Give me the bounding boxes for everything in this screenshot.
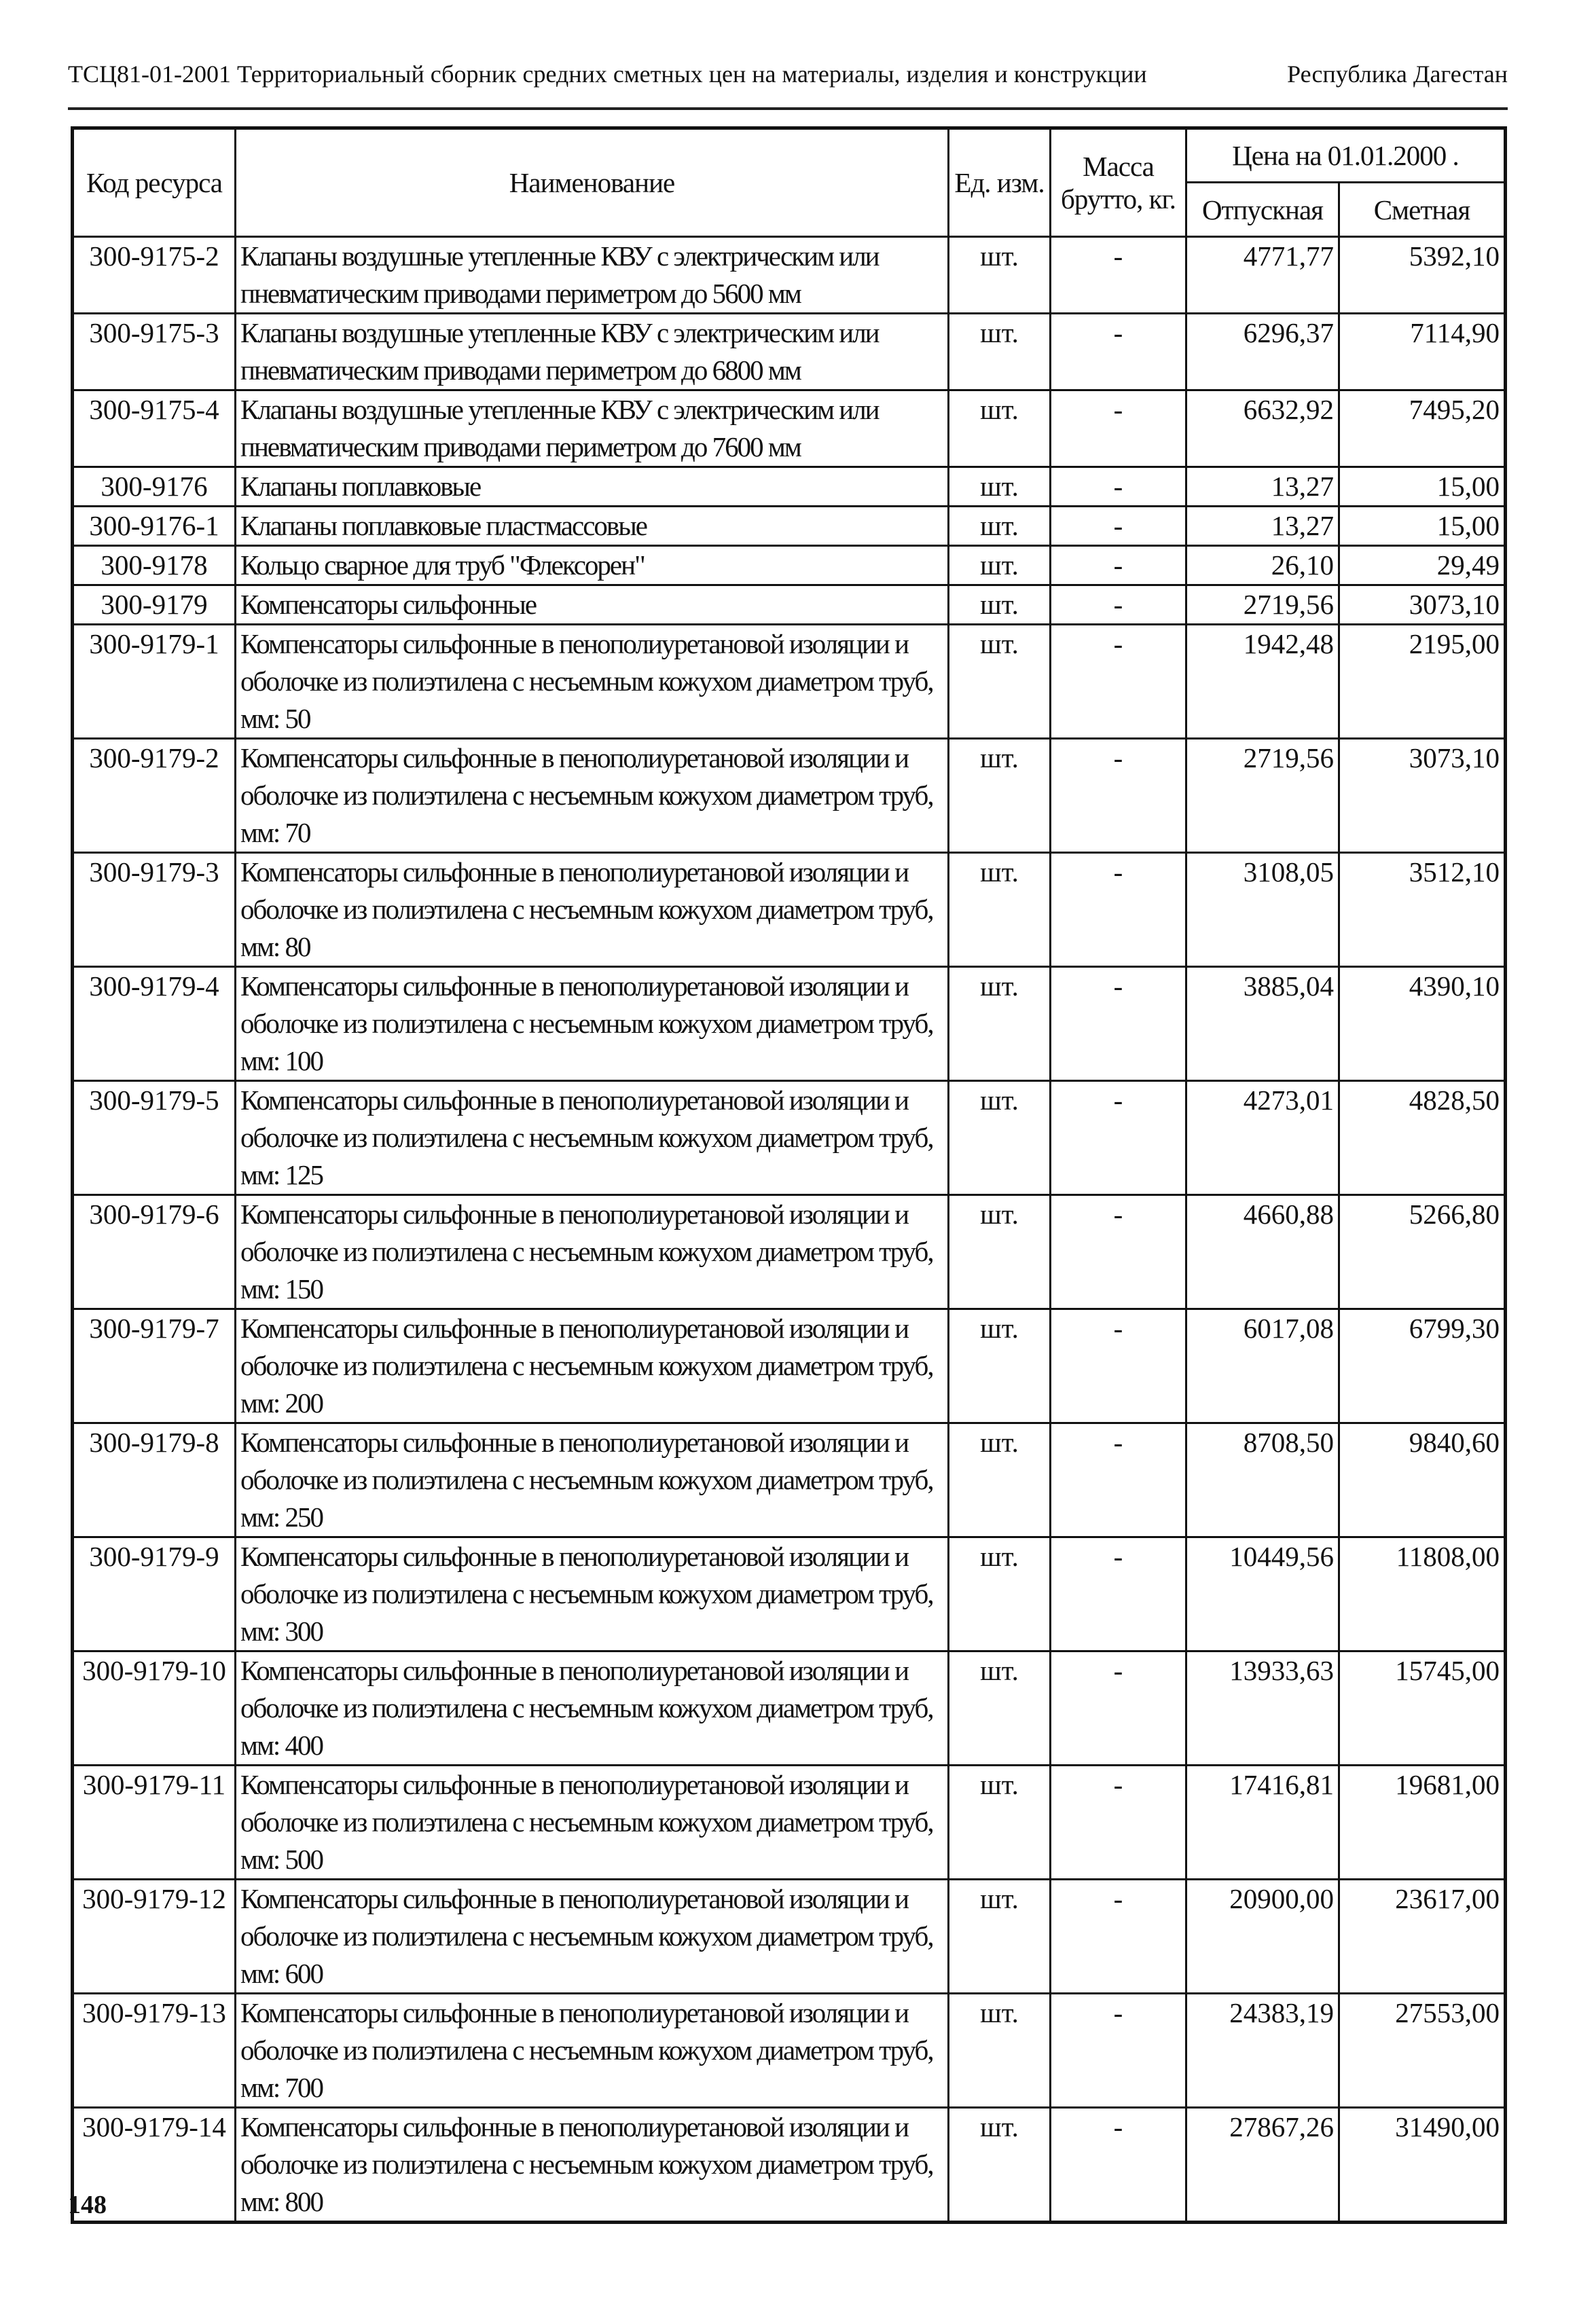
estimate-price-cell: 5266,80: [1339, 1195, 1506, 1309]
resource-code-cell: 300-9179-10: [73, 1651, 236, 1766]
resource-code-cell: 300-9176-1: [73, 507, 236, 546]
mass-cell: -: [1051, 1081, 1186, 1195]
unit-cell: шт.: [949, 507, 1051, 546]
unit-cell: шт.: [949, 1651, 1051, 1766]
mass-cell: -: [1051, 625, 1186, 739]
table-row: [73, 853, 1506, 967]
estimate-price-cell: 11808,00: [1339, 1537, 1506, 1651]
table-row: [73, 507, 1506, 546]
unit-cell: шт.: [949, 739, 1051, 853]
release-price-cell: 27867,26: [1186, 2108, 1339, 2223]
unit-cell: шт.: [949, 1537, 1051, 1651]
mass-cell: -: [1051, 546, 1186, 585]
mass-cell: -: [1051, 2108, 1186, 2223]
resource-code-cell: 300-9175-4: [73, 390, 236, 467]
mass-cell: -: [1051, 1537, 1186, 1651]
estimate-price-cell: 7114,90: [1339, 314, 1506, 390]
release-price-cell: 2719,56: [1186, 739, 1339, 853]
release-price-cell: 20900,00: [1186, 1880, 1339, 1994]
table-row: [73, 967, 1506, 1081]
mass-cell: -: [1051, 314, 1186, 390]
estimate-price-cell: 9840,60: [1339, 1423, 1506, 1537]
resource-code-cell: 300-9179-6: [73, 1195, 236, 1309]
release-price-cell: 8708,50: [1186, 1423, 1339, 1537]
mass-cell: -: [1051, 585, 1186, 625]
release-price-cell: 4273,01: [1186, 1081, 1339, 1195]
table-row: [73, 1423, 1506, 1537]
column-header-unit: Ед. изм.: [949, 128, 1051, 237]
unit-cell: шт.: [949, 546, 1051, 585]
release-price-cell: 4660,88: [1186, 1195, 1339, 1309]
mass-cell: -: [1051, 1766, 1186, 1880]
release-price-cell: 6632,92: [1186, 390, 1339, 467]
resource-code-cell: 300-9179-8: [73, 1423, 236, 1537]
unit-cell: шт.: [949, 1423, 1051, 1537]
release-price-cell: 4771,77: [1186, 237, 1339, 314]
unit-cell: шт.: [949, 314, 1051, 390]
table-row: [73, 2108, 1506, 2223]
resource-code-cell: 300-9175-2: [73, 237, 236, 314]
column-header-release-price: Отпускная: [1186, 183, 1339, 237]
unit-cell: шт.: [949, 585, 1051, 625]
region-name: Республика Дагестан: [1287, 60, 1508, 88]
unit-cell: шт.: [949, 1195, 1051, 1309]
release-price-cell: 26,10: [1186, 546, 1339, 585]
resource-code-cell: 300-9179-13: [73, 1994, 236, 2108]
resource-code-cell: 300-9178: [73, 546, 236, 585]
unit-cell: шт.: [949, 1081, 1051, 1195]
unit-cell: шт.: [949, 237, 1051, 314]
item-name-cell: Компенсаторы сильфонные в пенополиуретановой изоляции и оболочке из полиэтилена с несъемным кожухом диаметром труб, мм: 80: [236, 853, 949, 967]
resource-code-cell: 300-9179-4: [73, 967, 236, 1081]
unit-cell: шт.: [949, 967, 1051, 1081]
mass-cell: -: [1051, 390, 1186, 467]
table-row: [73, 1195, 1506, 1309]
table-row: [73, 390, 1506, 467]
release-price-cell: 1942,48: [1186, 625, 1339, 739]
resource-code-cell: 300-9179-7: [73, 1309, 236, 1423]
column-header-estimate-price: Сметная: [1339, 183, 1506, 237]
unit-cell: шт.: [949, 1994, 1051, 2108]
estimate-price-cell: 4828,50: [1339, 1081, 1506, 1195]
unit-cell: шт.: [949, 1766, 1051, 1880]
item-name-cell: Компенсаторы сильфонные в пенополиуретановой изоляции и оболочке из полиэтилена с несъемным кожухом диаметром труб, мм: 70: [236, 739, 949, 853]
estimate-price-cell: 7495,20: [1339, 390, 1506, 467]
estimate-price-cell: 6799,30: [1339, 1309, 1506, 1423]
item-name-cell: Клапаны поплавковые: [236, 467, 949, 507]
release-price-cell: 10449,56: [1186, 1537, 1339, 1651]
resource-code-cell: 300-9176: [73, 467, 236, 507]
release-price-cell: 2719,56: [1186, 585, 1339, 625]
mass-cell: -: [1051, 853, 1186, 967]
table-row: [73, 1309, 1506, 1423]
mass-cell: -: [1051, 1195, 1186, 1309]
mass-cell: -: [1051, 467, 1186, 507]
resource-code-cell: 300-9179-1: [73, 625, 236, 739]
resource-code-cell: 300-9179-12: [73, 1880, 236, 1994]
resource-code-cell: 300-9179-14: [73, 2108, 236, 2223]
resource-code-cell: 300-9179-2: [73, 739, 236, 853]
resource-code-cell: 300-9179-3: [73, 853, 236, 967]
item-name-cell: Компенсаторы сильфонные: [236, 585, 949, 625]
mass-cell: -: [1051, 1651, 1186, 1766]
mass-cell: -: [1051, 507, 1186, 546]
unit-cell: шт.: [949, 1880, 1051, 1994]
unit-cell: шт.: [949, 390, 1051, 467]
price-table: [71, 126, 1507, 2224]
item-name-cell: Клапаны воздушные утепленные КВУ с электрическим или пневматическим приводами периметром до 5600 мм: [236, 237, 949, 314]
table-row: [73, 1651, 1506, 1766]
item-name-cell: Клапаны воздушные утепленные КВУ с электрическим или пневматическим приводами периметром до 7600 мм: [236, 390, 949, 467]
release-price-cell: 17416,81: [1186, 1766, 1339, 1880]
resource-code-cell: 300-9179-11: [73, 1766, 236, 1880]
item-name-cell: Компенсаторы сильфонные в пенополиуретановой изоляции и оболочке из полиэтилена с несъемным кожухом диаметром труб, мм: 400: [236, 1651, 949, 1766]
release-price-cell: 3108,05: [1186, 853, 1339, 967]
item-name-cell: Компенсаторы сильфонные в пенополиуретановой изоляции и оболочке из полиэтилена с несъемным кожухом диаметром труб, мм: 150: [236, 1195, 949, 1309]
column-header-mass: Масса брутто, кг.: [1051, 128, 1186, 237]
release-price-cell: 13933,63: [1186, 1651, 1339, 1766]
unit-cell: шт.: [949, 467, 1051, 507]
estimate-price-cell: 5392,10: [1339, 237, 1506, 314]
release-price-cell: 13,27: [1186, 507, 1339, 546]
estimate-price-cell: 29,49: [1339, 546, 1506, 585]
item-name-cell: Компенсаторы сильфонные в пенополиуретановой изоляции и оболочке из полиэтилена с несъемным кожухом диаметром труб, мм: 50: [236, 625, 949, 739]
item-name-cell: Компенсаторы сильфонные в пенополиуретановой изоляции и оболочке из полиэтилена с несъемным кожухом диаметром труб, мм: 800: [236, 2108, 949, 2223]
unit-cell: шт.: [949, 2108, 1051, 2223]
table-row: [73, 467, 1506, 507]
unit-cell: шт.: [949, 1309, 1051, 1423]
unit-cell: шт.: [949, 853, 1051, 967]
resource-code-cell: 300-9175-3: [73, 314, 236, 390]
estimate-price-cell: 15745,00: [1339, 1651, 1506, 1766]
table-row: [73, 1994, 1506, 2108]
item-name-cell: Клапаны воздушные утепленные КВУ с электрическим или пневматическим приводами периметром до 6800 мм: [236, 314, 949, 390]
item-name-cell: Компенсаторы сильфонные в пенополиуретановой изоляции и оболочке из полиэтилена с несъемным кожухом диаметром труб, мм: 600: [236, 1880, 949, 1994]
table-row: [73, 546, 1506, 585]
table-row: [73, 1537, 1506, 1651]
mass-cell: -: [1051, 237, 1186, 314]
item-name-cell: Кольцо сварное для труб "Флексорен": [236, 546, 949, 585]
release-price-cell: 6017,08: [1186, 1309, 1339, 1423]
estimate-price-cell: 3073,10: [1339, 739, 1506, 853]
mass-cell: -: [1051, 967, 1186, 1081]
item-name-cell: Компенсаторы сильфонные в пенополиуретановой изоляции и оболочке из полиэтилена с несъемным кожухом диаметром труб, мм: 125: [236, 1081, 949, 1195]
resource-code-cell: 300-9179-5: [73, 1081, 236, 1195]
item-name-cell: Компенсаторы сильфонные в пенополиуретановой изоляции и оболочке из полиэтилена с несъемным кожухом диаметром труб, мм: 100: [236, 967, 949, 1081]
table-row: [73, 739, 1506, 853]
column-header-price-group: Цена на 01.01.2000 .: [1186, 128, 1506, 183]
mass-cell: -: [1051, 1994, 1186, 2108]
column-header-name: Наименование: [236, 128, 949, 237]
table-row: [73, 314, 1506, 390]
table-body: [73, 237, 1506, 2223]
estimate-price-cell: 4390,10: [1339, 967, 1506, 1081]
table-row: [73, 625, 1506, 739]
item-name-cell: Компенсаторы сильфонные в пенополиуретановой изоляции и оболочке из полиэтилена с несъемным кожухом диаметром труб, мм: 300: [236, 1537, 949, 1651]
mass-cell: -: [1051, 739, 1186, 853]
unit-cell: шт.: [949, 625, 1051, 739]
mass-cell: -: [1051, 1423, 1186, 1537]
estimate-price-cell: 31490,00: [1339, 2108, 1506, 2223]
item-name-cell: Компенсаторы сильфонные в пенополиуретановой изоляции и оболочке из полиэтилена с несъемным кожухом диаметром труб, мм: 500: [236, 1766, 949, 1880]
resource-code-cell: 300-9179-9: [73, 1537, 236, 1651]
item-name-cell: Компенсаторы сильфонные в пенополиуретановой изоляции и оболочке из полиэтилена с несъемным кожухом диаметром труб, мм: 250: [236, 1423, 949, 1537]
table-row: [73, 1081, 1506, 1195]
estimate-price-cell: 19681,00: [1339, 1766, 1506, 1880]
table-row: [73, 1766, 1506, 1880]
estimate-price-cell: 15,00: [1339, 507, 1506, 546]
mass-cell: -: [1051, 1309, 1186, 1423]
estimate-price-cell: 2195,00: [1339, 625, 1506, 739]
page-number: 148: [68, 2191, 107, 2219]
item-name-cell: Клапаны поплавковые пластмассовые: [236, 507, 949, 546]
resource-code-cell: 300-9179: [73, 585, 236, 625]
document-title: ТСЦ81-01-2001 Территориальный сборник средних сметных цен на материалы, изделия и конструкции: [68, 60, 1147, 88]
estimate-price-cell: 3512,10: [1339, 853, 1506, 967]
release-price-cell: 24383,19: [1186, 1994, 1339, 2108]
column-header-code: Код ресурса: [73, 128, 236, 237]
release-price-cell: 6296,37: [1186, 314, 1339, 390]
release-price-cell: 13,27: [1186, 467, 1339, 507]
header-divider: [68, 107, 1508, 110]
estimate-price-cell: 3073,10: [1339, 585, 1506, 625]
mass-cell: -: [1051, 1880, 1186, 1994]
table-row: [73, 237, 1506, 314]
item-name-cell: Компенсаторы сильфонные в пенополиуретановой изоляции и оболочке из полиэтилена с несъемным кожухом диаметром труб, мм: 700: [236, 1994, 949, 2108]
table-header: [73, 128, 1506, 237]
item-name-cell: Компенсаторы сильфонные в пенополиуретановой изоляции и оболочке из полиэтилена с несъемным кожухом диаметром труб, мм: 200: [236, 1309, 949, 1423]
page-header: [68, 60, 1508, 101]
release-price-cell: 3885,04: [1186, 967, 1339, 1081]
estimate-price-cell: 15,00: [1339, 467, 1506, 507]
table-row: [73, 1880, 1506, 1994]
estimate-price-cell: 27553,00: [1339, 1994, 1506, 2108]
estimate-price-cell: 23617,00: [1339, 1880, 1506, 1994]
table-row: [73, 585, 1506, 625]
